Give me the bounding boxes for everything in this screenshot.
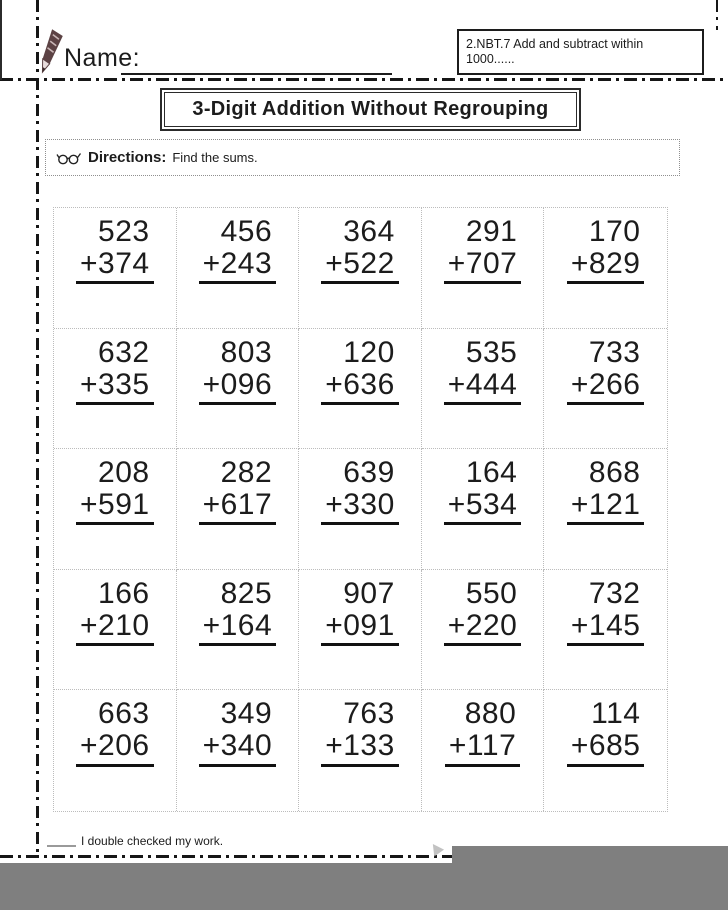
addend-top: 803 — [220, 335, 273, 369]
cut-line-horizontal-bottom — [0, 855, 452, 858]
problem-stack — [444, 457, 522, 525]
addition-problem — [422, 208, 545, 329]
addition-problem — [544, 329, 667, 450]
problem-stack — [76, 578, 154, 646]
addend-top: 632 — [98, 335, 150, 369]
addition-problem — [177, 570, 300, 691]
problem-stack — [567, 578, 645, 646]
addition-problem — [544, 208, 667, 329]
addend-bottom: +145 — [567, 610, 645, 646]
problem-stack — [199, 698, 277, 766]
addend-top: 535 — [465, 335, 518, 369]
problem-stack — [321, 216, 399, 284]
addend-top: 825 — [220, 576, 273, 610]
addition-problem — [54, 449, 177, 570]
background-gray-band — [0, 863, 728, 910]
problem-stack — [321, 698, 399, 766]
addend-bottom: +707 — [444, 248, 522, 284]
addend-bottom: +220 — [444, 610, 522, 646]
addend-bottom: +636 — [321, 369, 399, 405]
problem-stack — [199, 457, 277, 525]
addend-top: 907 — [343, 576, 395, 610]
addition-problem — [544, 449, 667, 570]
addend-top: 208 — [98, 456, 150, 490]
addend-bottom: +374 — [76, 248, 154, 284]
addition-problem — [422, 690, 545, 811]
addend-bottom: +617 — [199, 489, 277, 525]
addition-problem — [299, 449, 422, 570]
addend-bottom: +829 — [567, 248, 645, 284]
addend-top: 282 — [220, 456, 273, 490]
addend-bottom: +330 — [321, 489, 399, 525]
addend-top: 114 — [591, 697, 641, 731]
addend-top: 120 — [343, 335, 395, 369]
addend-bottom: +164 — [199, 610, 277, 646]
addend-top: 523 — [98, 215, 150, 248]
addition-problem — [54, 329, 177, 450]
problem-stack — [567, 457, 645, 525]
addend-top: 164 — [465, 456, 518, 490]
addend-top: 663 — [98, 697, 150, 731]
addend-bottom: +206 — [76, 730, 154, 766]
problem-stack — [567, 698, 645, 766]
addend-top: 550 — [465, 576, 518, 610]
directions-box — [45, 139, 680, 176]
problem-stack — [567, 337, 645, 405]
addition-problem — [422, 329, 545, 450]
problem-stack — [76, 216, 154, 284]
directions-label: Directions: — [88, 149, 167, 166]
addition-problem — [422, 449, 545, 570]
addend-bottom: +210 — [76, 610, 154, 646]
addition-problem — [54, 570, 177, 691]
addend-bottom: +335 — [76, 369, 154, 405]
addend-top: 456 — [220, 215, 273, 248]
name-blank-line — [121, 73, 392, 75]
addition-problem — [544, 570, 667, 691]
addition-problem — [177, 208, 300, 329]
cut-line-horizontal-top — [0, 78, 728, 81]
addend-bottom: +534 — [444, 489, 522, 525]
addition-problem — [299, 690, 422, 811]
addition-problem — [544, 690, 667, 811]
addition-problem — [54, 208, 177, 329]
addition-problem — [177, 690, 300, 811]
addend-top: 166 — [98, 576, 150, 610]
addend-bottom: +091 — [321, 610, 399, 646]
name-label: Name: — [64, 44, 141, 72]
addend-top: 868 — [588, 456, 641, 490]
problems-grid — [53, 207, 668, 812]
addend-bottom: +522 — [321, 248, 399, 284]
addend-bottom: +133 — [321, 730, 399, 766]
problem-stack — [199, 578, 277, 646]
problem-stack — [76, 698, 154, 766]
problem-stack — [321, 457, 399, 525]
addition-problem — [422, 570, 545, 691]
addend-bottom: +266 — [567, 369, 645, 405]
addition-problem — [177, 449, 300, 570]
addend-bottom: +685 — [567, 730, 645, 766]
problem-stack — [321, 337, 399, 405]
standard-tag-text: 2.NBT.7 Add and subtract within 1000...... — [466, 37, 644, 66]
addend-bottom: +444 — [444, 369, 522, 405]
problem-stack — [445, 698, 520, 766]
addition-problem — [299, 208, 422, 329]
addend-bottom: +117 — [445, 730, 520, 766]
problem-stack — [76, 457, 154, 525]
page-title: 3-Digit Addition Without Regrouping — [164, 92, 577, 127]
problem-stack — [444, 578, 522, 646]
addend-top: 763 — [343, 697, 395, 731]
addend-top: 170 — [588, 215, 641, 248]
problem-stack — [199, 216, 277, 284]
addition-problem — [299, 570, 422, 691]
addition-problem — [299, 329, 422, 450]
addition-problem — [177, 329, 300, 450]
addend-top: 364 — [343, 215, 395, 248]
standard-tag-box — [457, 29, 704, 75]
problem-stack — [76, 337, 154, 405]
addend-bottom: +096 — [199, 369, 277, 405]
addend-top: 639 — [343, 456, 395, 490]
page-edge-line — [0, 0, 2, 80]
addend-top: 733 — [588, 335, 641, 369]
addend-bottom: +243 — [199, 248, 277, 284]
problem-stack — [567, 216, 645, 284]
addend-top: 349 — [220, 697, 273, 731]
addition-problem — [54, 690, 177, 811]
addend-bottom: +121 — [567, 489, 645, 525]
checkbox-blank-line — [47, 845, 76, 847]
problem-stack — [321, 578, 399, 646]
directions-text: Find the sums. — [172, 150, 258, 165]
double-checked-text: I double checked my work. — [81, 834, 224, 848]
cut-line-mark-top-right — [716, 0, 718, 30]
addend-top: 291 — [465, 215, 518, 248]
worksheet-title-box — [160, 88, 581, 131]
cut-line-vertical — [36, 0, 39, 857]
addend-bottom: +591 — [76, 489, 154, 525]
problem-stack — [199, 337, 277, 405]
problem-stack — [444, 337, 522, 405]
eyeglasses-icon — [56, 151, 82, 165]
addend-top: 880 — [464, 697, 517, 731]
addend-top: 732 — [588, 576, 641, 610]
addend-bottom: +340 — [199, 730, 277, 766]
problem-stack — [444, 216, 522, 284]
